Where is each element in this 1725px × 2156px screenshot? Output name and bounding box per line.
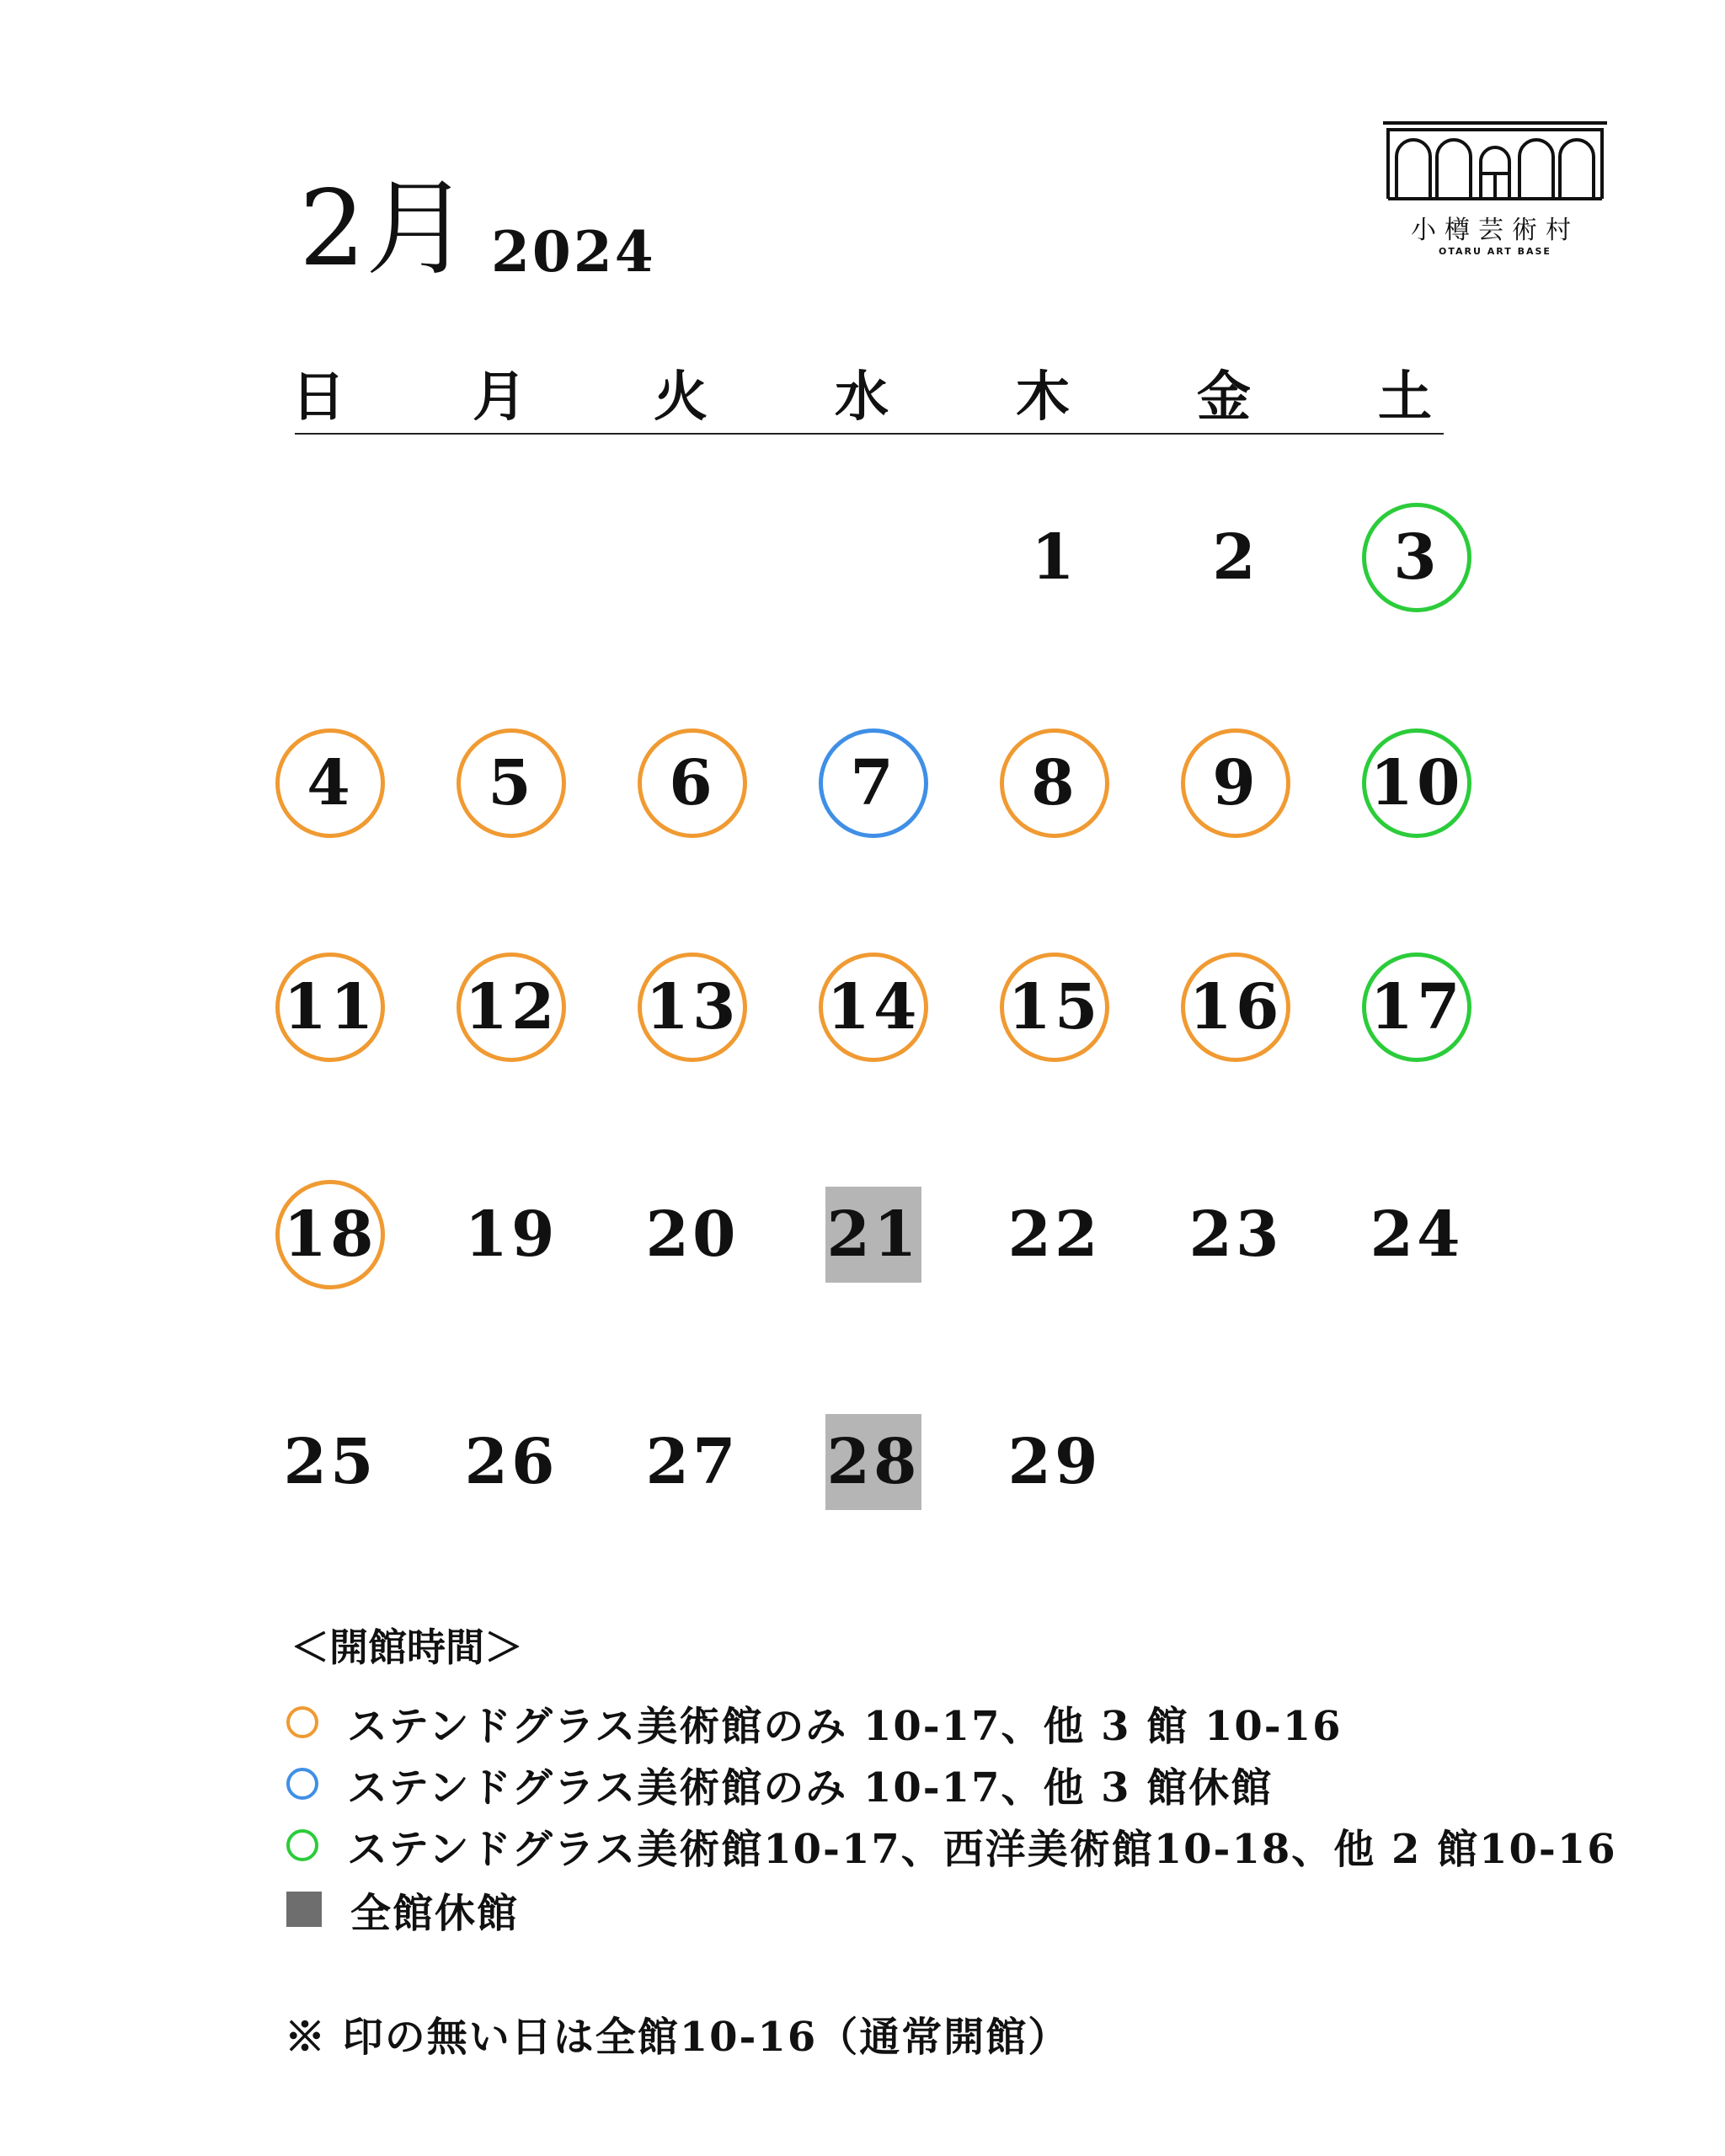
calendar-day-19: 19: [464, 1198, 558, 1271]
weekday-monday: 月: [473, 366, 526, 429]
calendar-day-18: 18: [275, 1180, 385, 1289]
legend-item-closed: [286, 1884, 519, 1935]
orange-circle-icon: [286, 1706, 318, 1738]
legend-text: ステンドグラス美術館10-17、西洋美術館10-18、他 2 館10-16: [347, 1825, 1617, 1873]
calendar-day-2: 2: [1212, 521, 1259, 594]
calendar-day-12: 12: [457, 953, 566, 1062]
weekday-tuesday: 火: [654, 366, 708, 429]
calendar-day-15: 15: [1000, 953, 1109, 1062]
calendar-day-8: 8: [1000, 728, 1109, 838]
calendar-day-17: 17: [1362, 953, 1471, 1062]
calendar-day-10: 10: [1362, 728, 1471, 838]
weekday-saturday: 土: [1378, 366, 1432, 429]
calendar-day-16: 16: [1181, 953, 1290, 1062]
month-title: 2月: [299, 168, 470, 290]
weekday-wednesday: 水: [835, 366, 889, 429]
gray-square-icon: [286, 1892, 322, 1927]
calendar-day-11: 11: [275, 953, 385, 1062]
calendar-day-21: 21: [825, 1187, 921, 1283]
calendar-day-23: 23: [1188, 1198, 1283, 1271]
calendar-day-9: 9: [1181, 728, 1290, 838]
calendar-day-14: 14: [819, 953, 928, 1062]
legend-text: ステンドグラス美術館のみ 10-17、他 3 館休館: [347, 1764, 1274, 1812]
calendar-day-13: 13: [638, 953, 747, 1062]
calendar-day-4: 4: [275, 728, 385, 838]
calendar-day-25: 25: [283, 1426, 377, 1498]
museum-building-icon: [1381, 118, 1609, 202]
footnote: ※ 印の無い日は全館10-16（通常開館）: [285, 2014, 1071, 2061]
calendar-day-27: 27: [645, 1426, 740, 1498]
calendar-day-26: 26: [464, 1426, 558, 1498]
blue-circle-icon: [286, 1768, 318, 1800]
weekday-friday: 金: [1197, 366, 1251, 429]
calendar-day-20: 20: [645, 1198, 740, 1271]
calendar-day-28: 28: [825, 1414, 921, 1510]
green-circle-icon: [286, 1829, 318, 1861]
calendar-day-5: 5: [457, 728, 566, 838]
calendar-day-29: 29: [1007, 1426, 1102, 1498]
legend-text: 全館休館: [350, 1889, 520, 1937]
legend-item-green: [286, 1820, 1617, 1873]
weekday-divider: [295, 433, 1444, 435]
weekday-thursday: 木: [1016, 366, 1070, 429]
legend-item-orange: [286, 1697, 1343, 1748]
logo-name-en: OTARU ART BASE: [1439, 246, 1551, 257]
calendar-day-1: 1: [1031, 521, 1078, 594]
calendar-day-7: 7: [819, 728, 928, 838]
otaru-art-base-logo: [1381, 118, 1609, 270]
calendar-day-22: 22: [1007, 1198, 1102, 1271]
weekday-sunday: 日: [291, 366, 345, 429]
calendar-day-6: 6: [638, 728, 747, 838]
calendar-day-24: 24: [1370, 1198, 1464, 1271]
legend-text: ステンドグラス美術館のみ 10-17、他 3 館 10-16: [347, 1702, 1343, 1750]
legend-title: ＜開館時間＞: [291, 1625, 523, 1670]
logo-name-jp: 小樽芸術村: [1411, 216, 1579, 245]
year-label: 2024: [491, 219, 656, 285]
calendar-day-3: 3: [1362, 503, 1471, 612]
legend-item-blue: [286, 1758, 1274, 1812]
